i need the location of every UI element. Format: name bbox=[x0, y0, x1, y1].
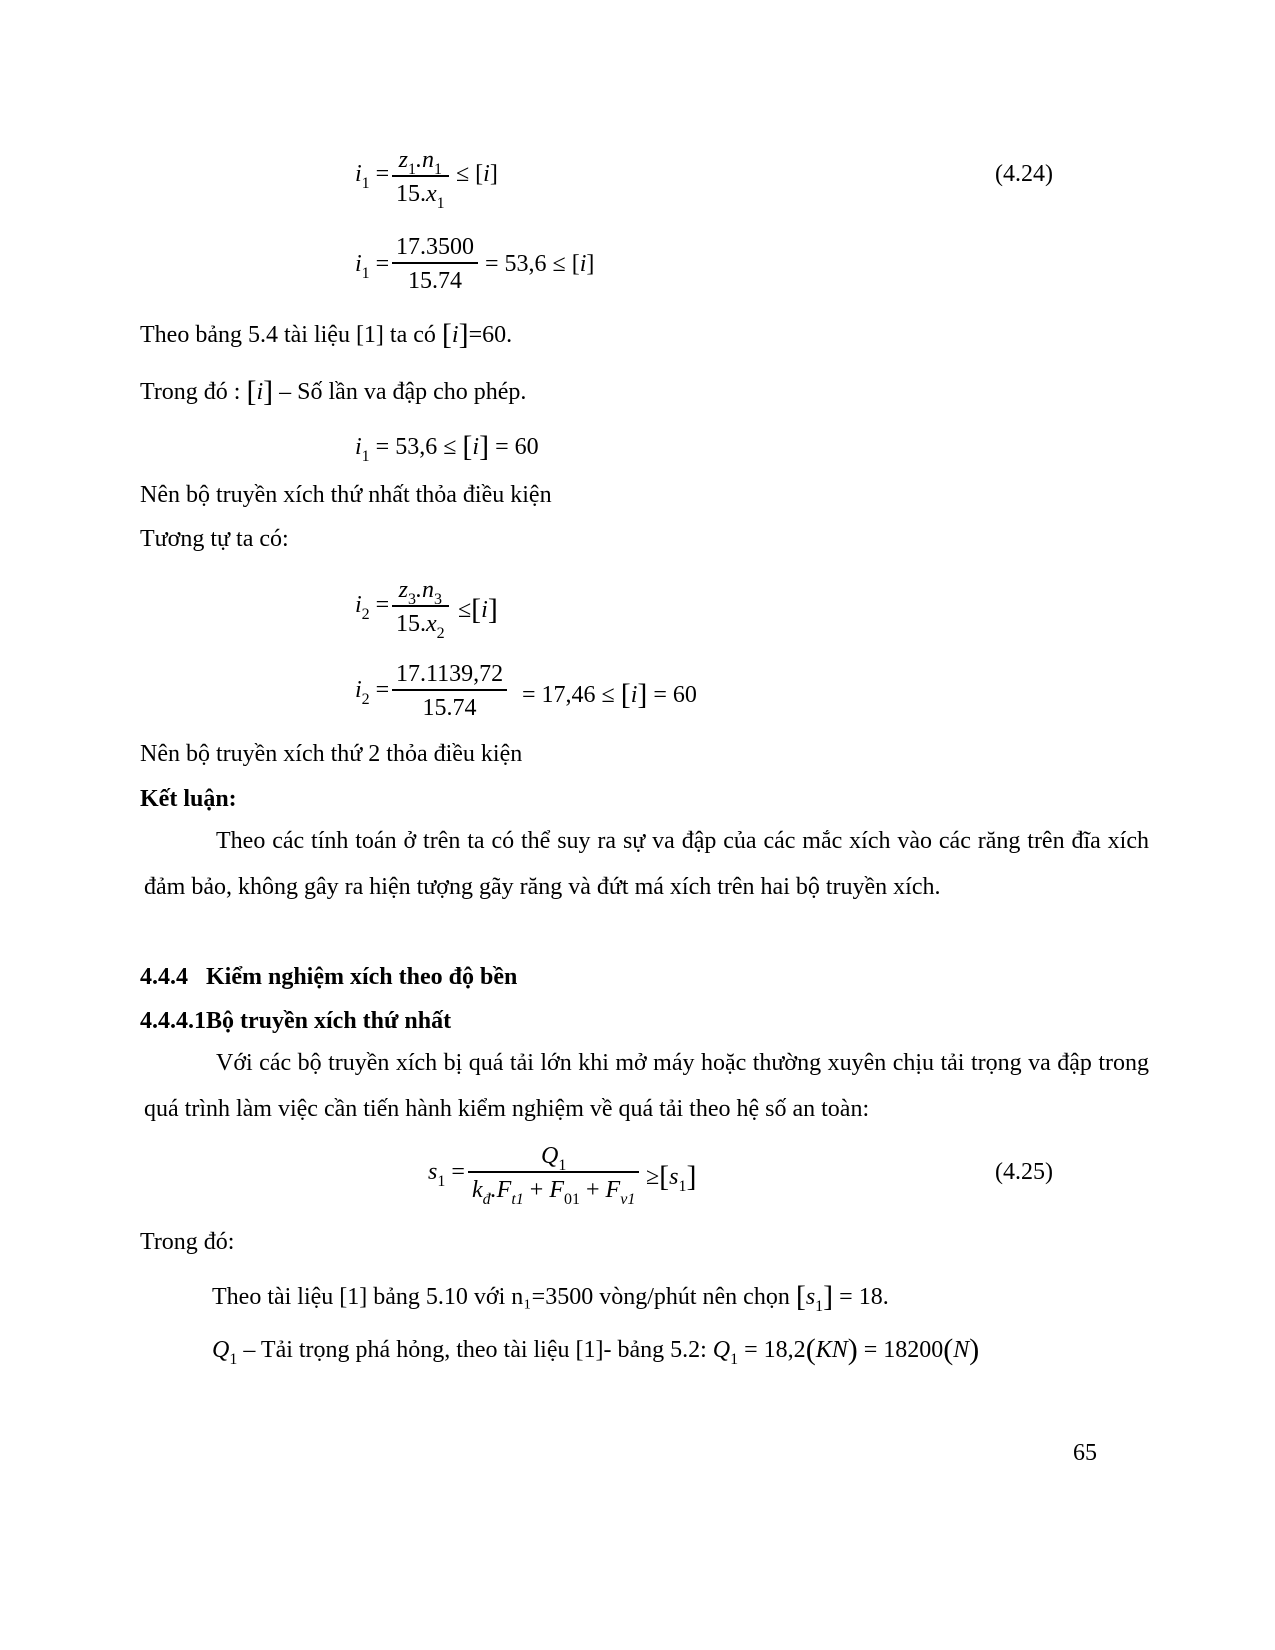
text-bang-5-10: Theo tài liệu [1] bảng 5.10 với n₁=3500 vòng/phút nên chọn $[s_1] = 18$. bbox=[212, 1280, 889, 1315]
eq-4-24-number: (4.24) bbox=[995, 161, 1053, 187]
heading-ket-luan: Kết luận: bbox=[140, 786, 237, 812]
text-nen-2: Nên bộ truyền xích thứ 2 thỏa điều kiện bbox=[140, 741, 523, 767]
eq-i1-check: $i_1 = 53,6 \le [i] = 60$ bbox=[355, 430, 539, 465]
page-number: 65 bbox=[1073, 1440, 1097, 1466]
eq-i2-calc-lhs: $i_2$ = bbox=[355, 677, 390, 708]
eq-4-24-lhs: $i_1$ = bbox=[355, 161, 390, 192]
text-trong-do-1: Trong đó : [i] – Số lần va đập cho phép. bbox=[140, 375, 527, 408]
text-tuong-tu: Tương tự ta có: bbox=[140, 526, 289, 552]
text-bang-5-4: Theo bảng 5.4 tài liệu [1] ta có [i]=60. bbox=[140, 318, 513, 351]
eq-i2-calc-rhs: = 17,46 ≤ [i] = 60 bbox=[522, 678, 697, 711]
eq-i1-calc-fraction: 17.3500 15.74 bbox=[392, 235, 478, 293]
eq-i2-lhs: $i_2$ = bbox=[355, 592, 390, 623]
eq-i2-calc-fraction: 17.1139,72 15.74 bbox=[392, 662, 507, 720]
eq-i1-calc-rhs: = 53,6 ≤ [i] bbox=[485, 251, 595, 277]
eq-4-25-fraction: $Q_1$ $k_đ.F_{t1} + F_{01} + F_{v1}$ bbox=[468, 1144, 639, 1202]
paragraph-ket-luan: Theo các tính toán ở trên ta có thể suy ra sự va đập của các mắc xích vào các răng trên đĩa xích đảm bảo, không gây ra hiện tượng gãy răng và đứt má xích trên hai bộ truyền xích. bbox=[144, 828, 1149, 900]
heading-4-4-4: 4.4.4 Kiểm nghiệm xích theo độ bền bbox=[140, 964, 518, 990]
eq-4-25-rhs: $\ge[s_1]$ bbox=[646, 1160, 697, 1195]
eq-4-25-lhs: $s_1$ = bbox=[428, 1159, 465, 1190]
eq-4-24-fraction: $z_1.n_1$ $15.x_1$ bbox=[392, 148, 449, 206]
heading-4-4-4-1: 4.4.4.1Bộ truyền xích thứ nhất bbox=[140, 1008, 452, 1034]
eq-4-24-rhs: ≤ [i] bbox=[456, 161, 498, 187]
eq-i2-fraction: $z_3.n_3$ $15.x_2$ bbox=[392, 578, 449, 636]
text-nen-1: Nên bộ truyền xích thứ nhất thỏa điều kiện bbox=[140, 482, 552, 508]
eq-4-25-number: (4.25) bbox=[995, 1159, 1053, 1185]
text-q1-tai-trong: $Q_1$ – Tải trọng phá hỏng, theo tài liệu [1]- bảng 5.2: $Q_1 = 18,2(KN) = 18200(N)$ bbox=[212, 1333, 980, 1368]
eq-i2-rhs: ≤[i] bbox=[458, 593, 498, 626]
eq-i1-calc-lhs: $i_1$ = bbox=[355, 251, 390, 282]
paragraph-qua-tai: Với các bộ truyền xích bị quá tải lớn khi mở máy hoặc thường xuyên chịu tải trọng va đập trong quá trình làm việc cần tiến hành kiểm nghiệm về quá tải theo hệ số an toàn: bbox=[144, 1050, 1149, 1122]
text-trong-do-2: Trong đó: bbox=[140, 1229, 235, 1255]
